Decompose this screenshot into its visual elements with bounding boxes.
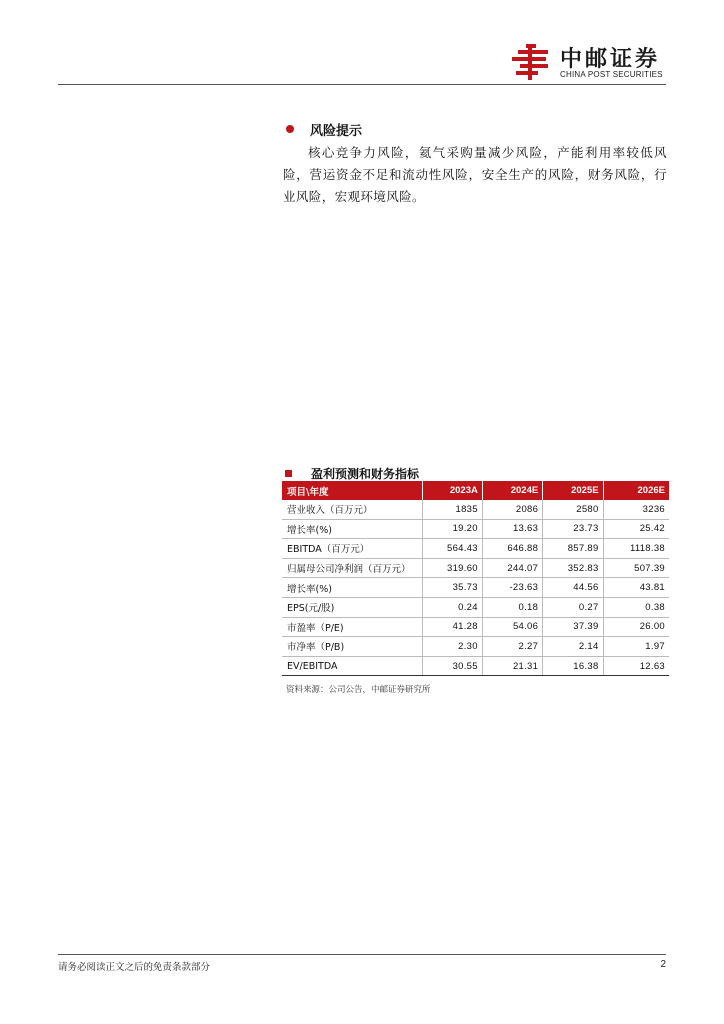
row-label: EBITDA（百万元） <box>282 539 422 559</box>
brand-name-cn: 中邮证券 <box>560 47 661 72</box>
footer-divider <box>58 954 666 955</box>
table-cell: 37.39 <box>543 617 603 637</box>
table-cell: 244.07 <box>482 558 542 578</box>
table-cell: 13.63 <box>482 519 542 539</box>
row-label: 增长率(%) <box>282 519 422 539</box>
table-cell: 2.14 <box>543 637 603 657</box>
table-row <box>282 656 669 676</box>
table-cell: 26.00 <box>603 617 669 637</box>
square-bullet-icon <box>285 470 292 477</box>
header-cell-2026e: 2026E <box>603 481 669 500</box>
table-row <box>282 500 669 519</box>
row-label: 归属母公司净利润（百万元） <box>282 558 422 578</box>
table-cell: 54.06 <box>482 617 542 637</box>
table-cell: 564.43 <box>422 539 482 559</box>
table-row <box>282 597 669 617</box>
bullet-dot-icon <box>286 125 294 133</box>
table-cell: 43.81 <box>603 578 669 598</box>
table-cell: 21.31 <box>482 656 542 676</box>
table-cell: 30.55 <box>422 656 482 676</box>
risk-section <box>283 120 667 208</box>
table-cell: 2.27 <box>482 637 542 657</box>
table-cell: 0.38 <box>603 597 669 617</box>
table-cell: 0.18 <box>482 597 542 617</box>
table-cell: 19.20 <box>422 519 482 539</box>
row-label: 增长率(%) <box>282 578 422 598</box>
risk-heading <box>283 120 667 138</box>
table-cell: 0.24 <box>422 597 482 617</box>
table-cell: 2.30 <box>422 637 482 657</box>
table-title: 盈利预测和财务指标 <box>311 467 420 481</box>
table-heading <box>283 465 419 482</box>
table-cell: 857.89 <box>543 539 603 559</box>
brand-logo <box>512 42 672 82</box>
table-row <box>282 578 669 598</box>
page-number: 2 <box>660 959 666 970</box>
table-cell: 35.73 <box>422 578 482 598</box>
table-header-row <box>282 481 669 500</box>
table-cell: 12.63 <box>603 656 669 676</box>
row-label: EPS(元/股) <box>282 597 422 617</box>
table-cell: 3236 <box>603 500 669 519</box>
row-label: 营业收入（百万元） <box>282 500 422 519</box>
header-divider <box>58 84 666 85</box>
table-row <box>282 637 669 657</box>
table-cell: 319.60 <box>422 558 482 578</box>
table-row <box>282 558 669 578</box>
header-cell-2023a: 2023A <box>422 481 482 500</box>
table-cell: 507.39 <box>603 558 669 578</box>
table-cell: 25.42 <box>603 519 669 539</box>
table-cell: 646.88 <box>482 539 542 559</box>
table-row <box>282 617 669 637</box>
table-row <box>282 539 669 559</box>
table-cell: 41.28 <box>422 617 482 637</box>
row-label: 市盈率（P/E) <box>282 617 422 637</box>
table-cell: 352.83 <box>543 558 603 578</box>
header-cell-item: 项目\年度 <box>282 481 422 500</box>
table-source-note: 资料来源：公司公告，中邮证券研究所 <box>286 685 431 695</box>
financial-forecast-table <box>282 481 669 676</box>
risk-text: 核心竞争力风险，氦气采购量减少风险，产能利用率较低风险，营运资金不足和流动性风险，安全生产的风险，财务风险，行业风险，宏观环境风险。 <box>283 145 667 204</box>
table-cell: 16.38 <box>543 656 603 676</box>
table-cell: 2086 <box>482 500 542 519</box>
table-cell: 2580 <box>543 500 603 519</box>
risk-title: 风险提示 <box>310 123 363 139</box>
header-cell-2025e: 2025E <box>543 481 603 500</box>
table-row <box>282 519 669 539</box>
header-cell-2024e: 2024E <box>482 481 542 500</box>
china-post-logo-icon <box>512 44 552 80</box>
table-cell: 23.73 <box>543 519 603 539</box>
table-cell: 44.56 <box>543 578 603 598</box>
row-label: 市净率（P/B) <box>282 637 422 657</box>
table-cell: 1835 <box>422 500 482 519</box>
table-cell: 1.97 <box>603 637 669 657</box>
brand-name-en: CHINA POST SECURITIES <box>560 70 663 79</box>
footer-disclaimer: 请务必阅读正文之后的免责条款部分 <box>58 962 211 973</box>
row-label: EV/EBITDA <box>282 656 422 676</box>
table-cell: 1118.38 <box>603 539 669 559</box>
table-cell: 0.27 <box>543 597 603 617</box>
table-cell: -23.63 <box>482 578 542 598</box>
